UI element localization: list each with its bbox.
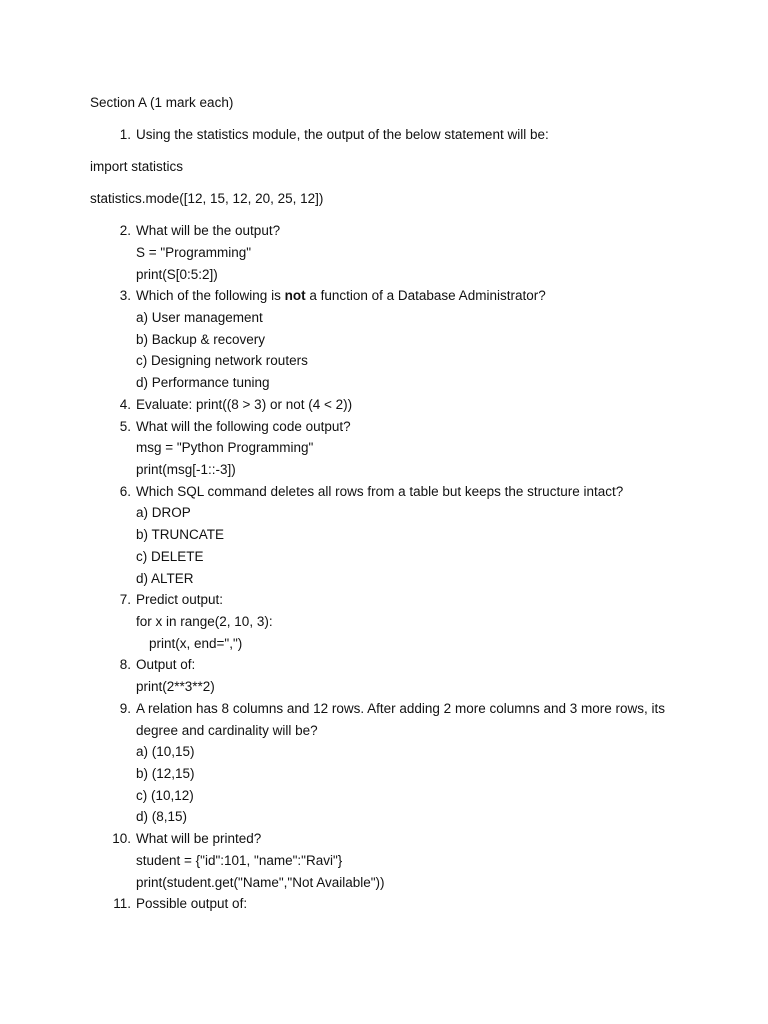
code-line: import statistics: [90, 159, 184, 174]
option-a: a) DROP: [136, 505, 191, 520]
question-number: 8.: [119, 657, 131, 672]
option-c: c) (10,12): [136, 788, 194, 803]
question-text: What will the following code output?: [136, 419, 351, 434]
question-text: Possible output of:: [136, 896, 248, 911]
question-text: Which SQL command deletes all rows from a table but keeps the structure intact?: [136, 484, 624, 499]
question-text: What will be the output?: [136, 223, 281, 238]
option-a: a) (10,15): [136, 744, 195, 759]
question-text: Predict output:: [136, 592, 224, 607]
option-d: d) ALTER: [136, 571, 194, 586]
option-d: d) (8,15): [136, 809, 188, 824]
option-b: b) Backup & recovery: [136, 332, 266, 347]
option-b: b) TRUNCATE: [136, 527, 225, 542]
code-line: S = "Programming": [136, 245, 252, 260]
question-text: A relation has 8 columns and 12 rows. After adding 2 more columns and 3 more rows, its: [136, 701, 666, 716]
question-text: degree and cardinality will be?: [136, 723, 318, 738]
section-title: Section A (1 mark each): [90, 95, 234, 110]
question-number: 9.: [119, 701, 131, 716]
question-text: Using the statistics module, the output of the below statement will be:: [136, 127, 549, 142]
question-number: 10.: [112, 831, 131, 846]
emphasis-text: not: [284, 288, 306, 303]
option-b: b) (12,15): [136, 766, 195, 781]
code-line: for x in range(2, 10, 3):: [136, 614, 273, 629]
option-c: c) DELETE: [136, 549, 204, 564]
code-line: print(2**3**2): [136, 679, 215, 694]
option-a: a) User management: [136, 310, 263, 325]
option-d: d) Performance tuning: [136, 375, 270, 390]
question-number: 4.: [119, 397, 131, 412]
code-line: print(x, end=","): [149, 636, 243, 651]
question-text: What will be printed?: [136, 831, 262, 846]
question-number: 7.: [119, 592, 131, 607]
question-number: 6.: [119, 484, 131, 499]
question-number: 5.: [119, 419, 131, 434]
code-line: print(S[0:5:2]): [136, 267, 218, 282]
code-line: msg = "Python Programming": [136, 440, 314, 455]
code-line: statistics.mode([12, 15, 12, 20, 25, 12]): [90, 191, 324, 206]
code-line: student = {"id":101, "name":"Ravi"}: [136, 853, 343, 868]
question-text-part: a function of a Database Administrator?: [305, 288, 546, 303]
question-text: [136, 289, 546, 303]
question-number: 11.: [113, 896, 131, 911]
question-text: Evaluate: print((8 > 3) or not (4 < 2)): [136, 397, 353, 412]
option-c: c) Designing network routers: [136, 353, 308, 368]
code-line: print(msg[-1::-3]): [136, 462, 236, 477]
question-number: 1.: [119, 127, 131, 142]
question-text: Output of:: [136, 657, 196, 672]
question-number: 2.: [119, 223, 131, 238]
code-line: print(student.get("Name","Not Available")): [136, 875, 385, 890]
question-number: 3.: [119, 288, 131, 303]
question-text-part: Which of the following is: [136, 288, 285, 303]
